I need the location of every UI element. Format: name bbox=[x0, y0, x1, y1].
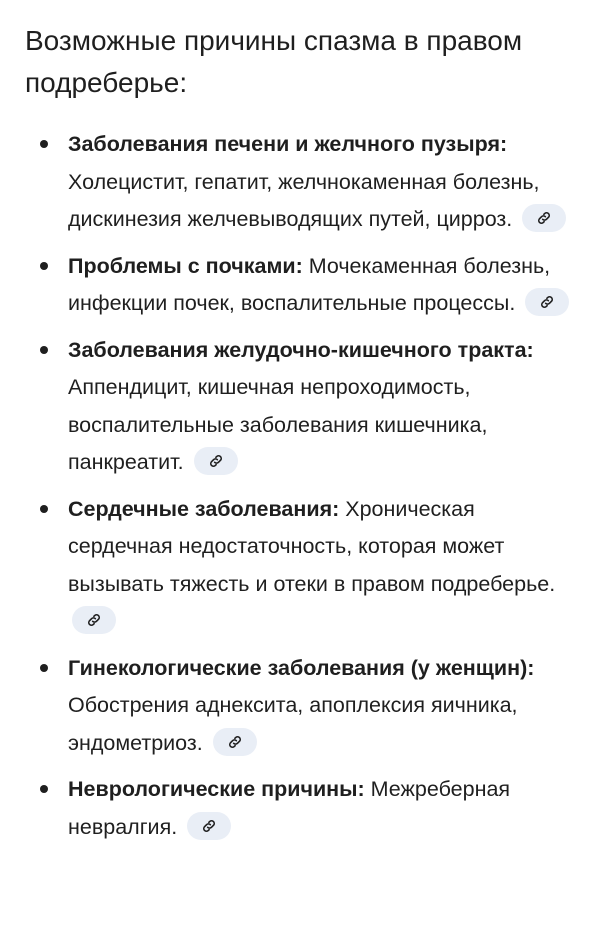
item-label: Гинекологические заболевания (у женщин): bbox=[68, 655, 535, 680]
item-label: Неврологические причины: bbox=[68, 777, 365, 801]
source-link-button[interactable] bbox=[72, 606, 116, 634]
item-label: Сердечные заболевания: bbox=[68, 496, 340, 521]
source-link-button[interactable] bbox=[525, 288, 569, 316]
link-icon bbox=[86, 612, 102, 628]
bullet-icon bbox=[40, 785, 48, 793]
item-text: Мочекаменная болезнь, инфекции почек, воспалительные процессы. bbox=[68, 253, 551, 315]
list-item bbox=[25, 491, 576, 641]
causes-list bbox=[25, 126, 576, 846]
item-label: Заболевания печени и желчного пузыря: bbox=[68, 132, 508, 156]
link-icon bbox=[536, 210, 552, 226]
link-icon bbox=[208, 453, 224, 469]
bullet-icon bbox=[40, 664, 48, 672]
bullet-icon bbox=[40, 140, 48, 148]
list-item bbox=[25, 650, 576, 763]
link-icon bbox=[201, 818, 217, 834]
link-icon bbox=[539, 294, 555, 310]
source-link-button[interactable] bbox=[194, 447, 238, 475]
source-link-button[interactable] bbox=[213, 728, 257, 756]
list-item bbox=[25, 248, 576, 323]
item-text: Холецистит, гепатит, желчнокаменная болезнь, дискинезия желчевыводящих путей, цирроз. bbox=[68, 169, 540, 231]
source-link-button[interactable] bbox=[522, 204, 566, 232]
item-text: Аппендицит, кишечная непроходимость, воспалительные заболевания кишечника, панкреатит. bbox=[68, 375, 488, 474]
section-heading: Возможные причины спазма в правом подреберье: bbox=[25, 25, 523, 98]
item-text: Межреберная невралгия. bbox=[68, 777, 511, 839]
list-item bbox=[25, 332, 576, 482]
item-text: Хроническая сердечная недостаточность, которая может вызывать тяжесть и отеки в правом подреберье. bbox=[68, 496, 556, 596]
list-item bbox=[25, 126, 576, 239]
link-icon bbox=[227, 734, 243, 750]
item-text: Обострения аднексита, апоплексия яичника, эндометриоз. bbox=[68, 693, 518, 755]
item-label: Заболевания желудочно-кишечного тракта: bbox=[68, 337, 534, 362]
bullet-icon bbox=[40, 262, 48, 270]
bullet-icon bbox=[40, 346, 48, 354]
list-item bbox=[25, 771, 576, 846]
source-link-button[interactable] bbox=[187, 812, 231, 840]
item-label: Проблемы с почками: bbox=[68, 253, 303, 278]
bullet-icon bbox=[40, 505, 48, 513]
